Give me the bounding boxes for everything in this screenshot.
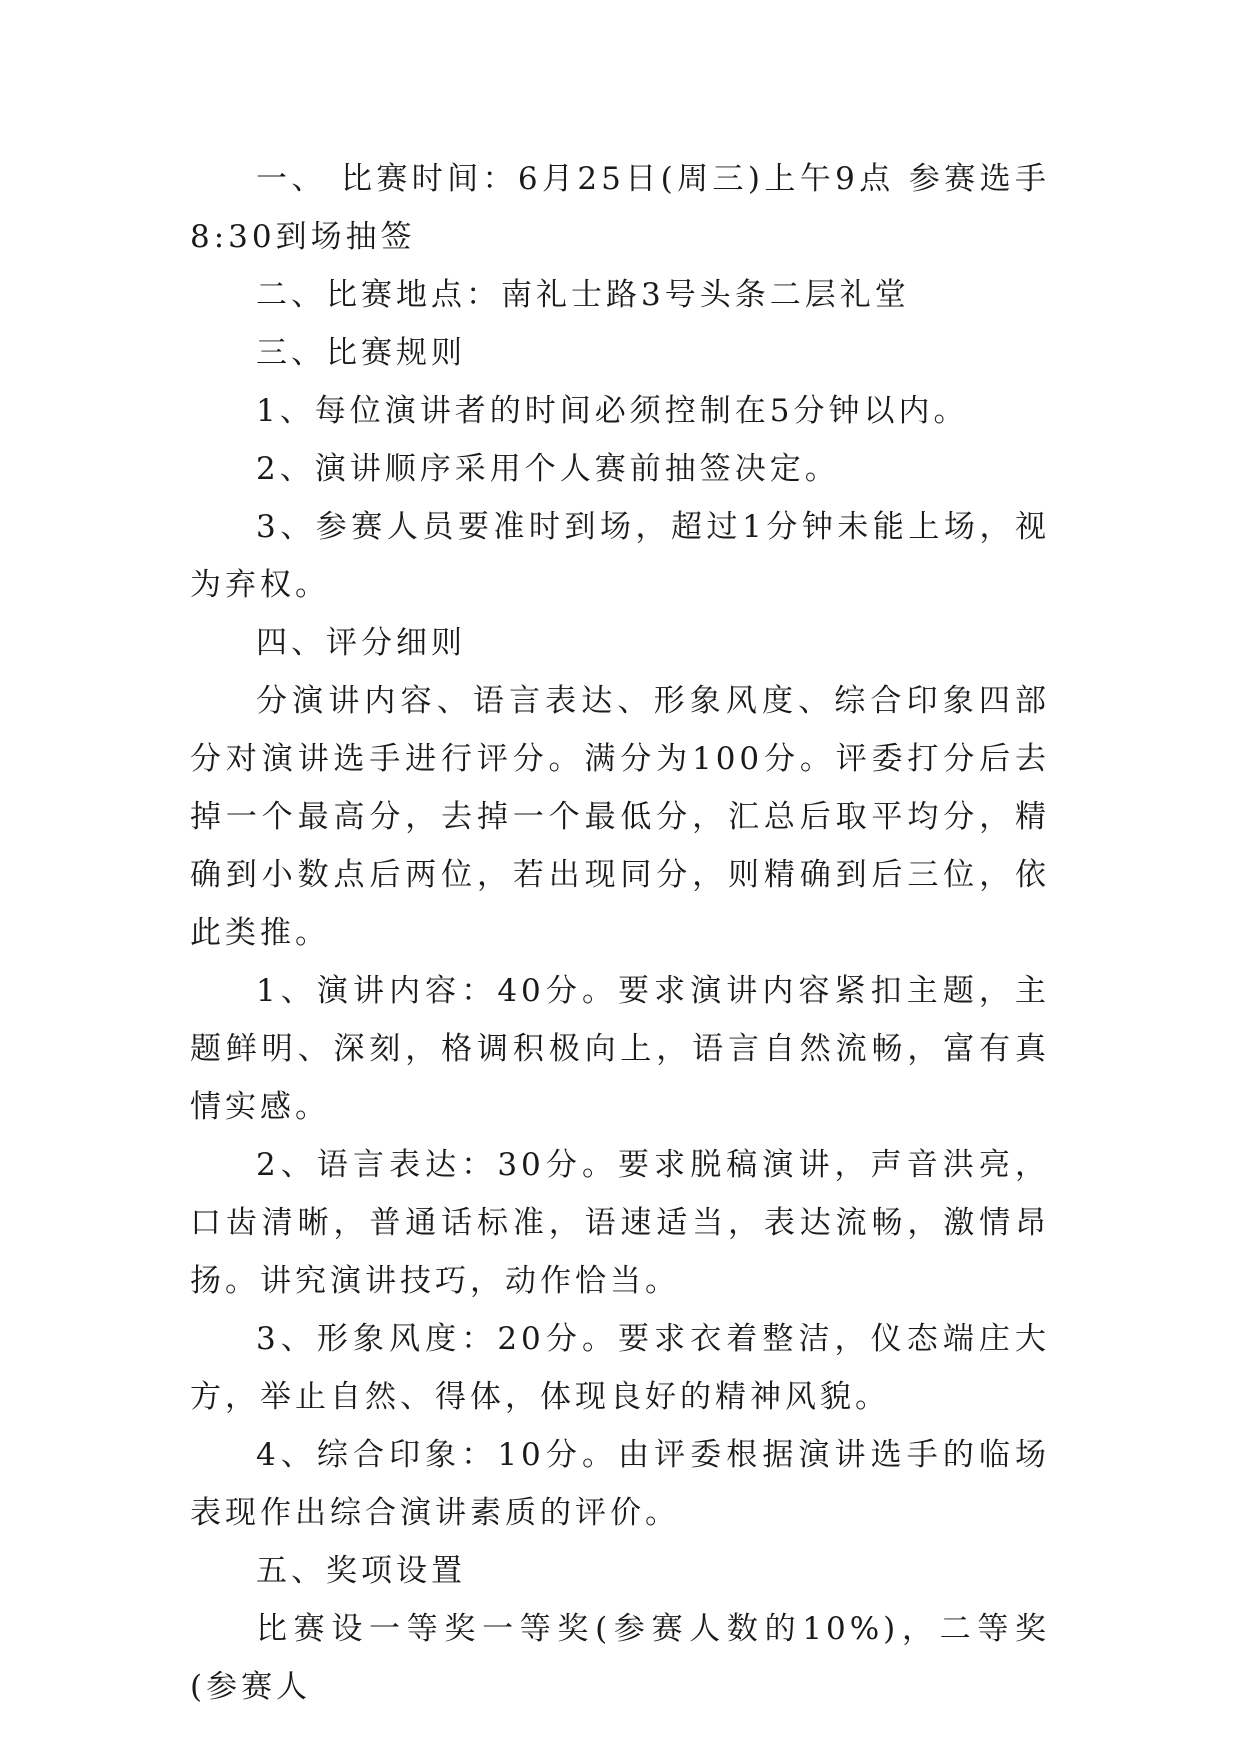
rule-item-1: 1、每位演讲者的时间必须控制在5分钟以内。	[256, 393, 969, 429]
scoring-item-language: 2、语言表达：30分。要求脱稿演讲，声音洪亮，口齿清晰，普通话标准，语速适当，表达流畅，激情昂扬。讲究演讲技巧，动作恰当。	[190, 1147, 1050, 1299]
document-body	[190, 150, 1050, 1716]
scoring-overview: 分演讲内容、语言表达、形象风度、综合印象四部分对演讲选手进行评分。满分为100分。评委打分后去掉一个最高分，去掉一个最低分，汇总后取平均分，精确到小数点后两位，若出现同分，则精确到后三位，依此类推。	[190, 683, 1050, 951]
section-heading-awards: 五、奖项设置	[256, 1553, 466, 1589]
section-heading-rules: 三、比赛规则	[256, 335, 466, 371]
scoring-item-content: 1、演讲内容：40分。要求演讲内容紧扣主题，主题鲜明、深刻，格调积极向上，语言自然流畅，富有真情实感。	[190, 973, 1050, 1125]
scoring-item-image: 3、形象风度：20分。要求衣着整洁，仪态端庄大方，举止自然、得体，体现良好的精神风貌。	[190, 1321, 1050, 1415]
awards-description: 比赛设一等奖一等奖(参赛人数的10%)，二等奖(参赛人	[190, 1611, 1050, 1705]
paragraph-competition-time: 一、 比赛时间：6月25日(周三)上午9点 参赛选手8:30到场抽签	[190, 161, 1050, 255]
section-heading-scoring: 四、评分细则	[256, 625, 466, 661]
rule-item-3: 3、参赛人员要准时到场，超过1分钟未能上场，视为弃权。	[190, 509, 1050, 603]
scoring-item-impression: 4、综合印象：10分。由评委根据演讲选手的临场表现作出综合演讲素质的评价。	[190, 1437, 1050, 1531]
paragraph-competition-venue: 二、比赛地点：南礼士路3号头条二层礼堂	[256, 277, 910, 313]
rule-item-2: 2、演讲顺序采用个人赛前抽签决定。	[256, 451, 840, 487]
